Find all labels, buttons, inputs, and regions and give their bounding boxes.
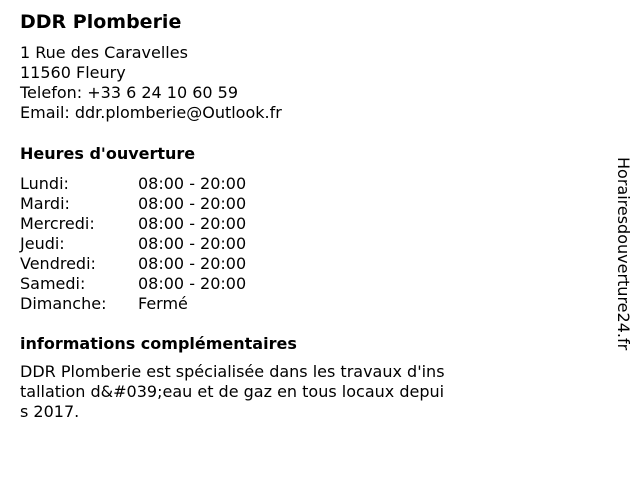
day-label: Mercredi: [20, 214, 95, 233]
hours-row [20, 234, 600, 254]
watermark-text: Horairesdouverture24.fr [614, 157, 633, 351]
day-label: Samedi: [20, 274, 86, 293]
hours-row [20, 194, 600, 214]
day-label: Vendredi: [20, 254, 96, 273]
hours-row [20, 254, 600, 274]
hours-row [20, 214, 600, 234]
email-address: Email: ddr.plomberie@Outlook.fr [20, 103, 282, 122]
business-name: DDR Plomberie [20, 11, 182, 33]
day-label: Lundi: [20, 174, 69, 193]
hours-row [20, 174, 600, 194]
day-label: Mardi: [20, 194, 70, 213]
day-hours: 08:00 - 20:00 [138, 214, 247, 233]
day-hours: 08:00 - 20:00 [138, 194, 247, 213]
day-hours: 08:00 - 20:00 [138, 234, 247, 253]
street-address: 1 Rue des Caravelles [20, 43, 188, 62]
day-hours: Fermé [138, 294, 188, 313]
business-card [20, 9, 600, 422]
hours-row [20, 294, 600, 314]
opening-hours-heading: Heures d'ouverture [20, 144, 196, 163]
day-hours: 08:00 - 20:00 [138, 174, 247, 193]
day-hours: 08:00 - 20:00 [138, 274, 247, 293]
business-description: DDR Plomberie est spécialisée dans les travaux d'installation d&#039;eau et de gaz en tous locaux depuis 2017. [20, 362, 445, 421]
site-watermark [611, 136, 635, 372]
hours-row [20, 274, 600, 294]
day-label: Jeudi: [20, 234, 65, 253]
day-hours: 08:00 - 20:00 [138, 254, 247, 273]
phone-number: Telefon: +33 6 24 10 60 59 [20, 83, 239, 102]
day-label: Dimanche: [20, 294, 107, 313]
additional-info-heading: informations complémentaires [20, 334, 297, 353]
opening-hours-table [20, 174, 600, 314]
city-postcode: 11560 Fleury [20, 63, 126, 82]
